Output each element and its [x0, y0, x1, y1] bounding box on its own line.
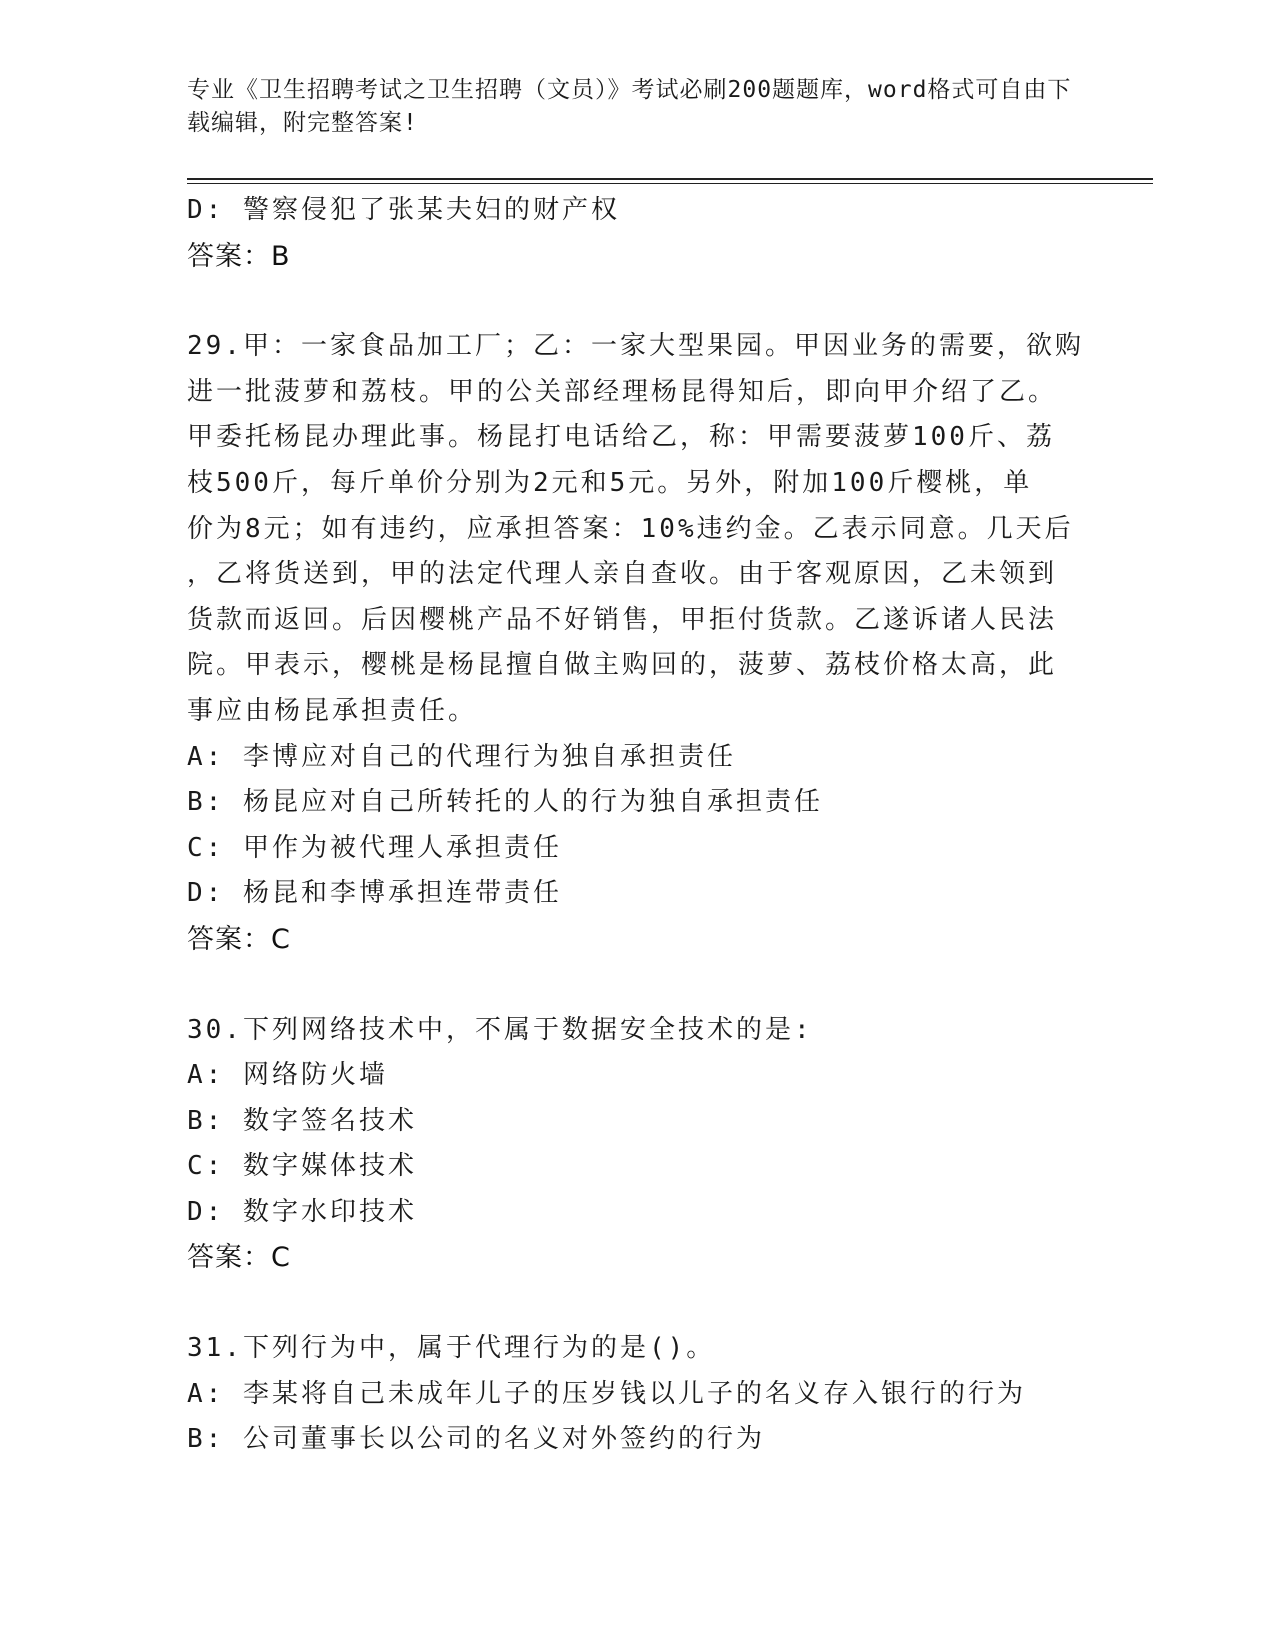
- document-body: [187, 188, 1087, 1463]
- answer-line: 答案：C: [187, 1242, 291, 1274]
- option-a: A: 网络防火墙: [187, 1060, 388, 1091]
- option-d: D: 杨昆和李博承担连带责任: [187, 878, 562, 909]
- answer-line: 答案：C: [187, 923, 291, 955]
- header-divider-thick: [187, 178, 1153, 180]
- question-stem-line: 事应由杨昆承担责任。: [187, 695, 478, 726]
- spacer: [187, 963, 1087, 1008]
- question-stem-line: 货款而返回。后因樱桃产品不好销售，甲拒付货款。乙遂诉诸人民法: [187, 604, 1058, 635]
- option-d: D: 数字水印技术: [187, 1196, 417, 1227]
- question-stem-line: 进一批菠萝和荔枝。甲的公关部经理杨昆得知后，即向甲介绍了乙。: [187, 376, 1058, 407]
- question-block-31: [187, 1326, 1087, 1463]
- spacer: [187, 1281, 1087, 1326]
- option-b: B: 公司董事长以公司的名义对外签约的行为: [187, 1424, 765, 1455]
- option-c: C: 数字媒体技术: [187, 1151, 417, 1182]
- answer-line: 答案：B: [187, 240, 291, 272]
- question-stem-line: 院。甲表示，樱桃是杨昆擅自做主购回的，菠萝、荔枝价格太高，此: [187, 650, 1058, 681]
- question-stem-line: 29.甲：一家食品加工厂；乙：一家大型果园。甲因业务的需要，欲购: [187, 331, 1084, 362]
- question-stem-line: 价为8元；如有违约，应承担答案：10%违约金。乙表示同意。几天后: [187, 513, 1074, 544]
- header-divider-thin: [187, 183, 1153, 184]
- question-stem-line: ，乙将货送到，甲的法定代理人亲自查收。由于客观原因，乙未领到: [187, 559, 1058, 590]
- question-block-29: [187, 324, 1087, 962]
- spacer: [187, 279, 1087, 324]
- document-header: 专业《卫生招聘考试之卫生招聘（文员）》考试必刷200题题库，word格式可自由下载编辑，附完整答案!: [187, 77, 1072, 136]
- question-stem-line: 甲委托杨昆办理此事。杨昆打电话给乙，称：甲需要菠萝100斤、荔: [187, 422, 1055, 453]
- option-d: D: 警察侵犯了张某夫妇的财产权: [187, 195, 620, 225]
- question-block-30: [187, 1008, 1087, 1282]
- question-stem-line: 30.下列网络技术中，不属于数据安全技术的是:: [187, 1014, 813, 1045]
- option-c: C: 甲作为被代理人承担责任: [187, 832, 562, 863]
- option-a: A: 李某将自己未成年儿子的压岁钱以儿子的名义存入银行的行为: [187, 1378, 1026, 1409]
- option-b: B: 数字签名技术: [187, 1105, 417, 1136]
- option-a: A: 李博应对自己的代理行为独自承担责任: [187, 741, 736, 772]
- option-b: B: 杨昆应对自己所转托的人的行为独自承担责任: [187, 787, 823, 818]
- question-stem-line: 枝500斤，每斤单价分别为2元和5元。另外，附加100斤樱桃，单: [187, 467, 1033, 498]
- question-stem-line: 31.下列行为中，属于代理行为的是()。: [187, 1333, 716, 1364]
